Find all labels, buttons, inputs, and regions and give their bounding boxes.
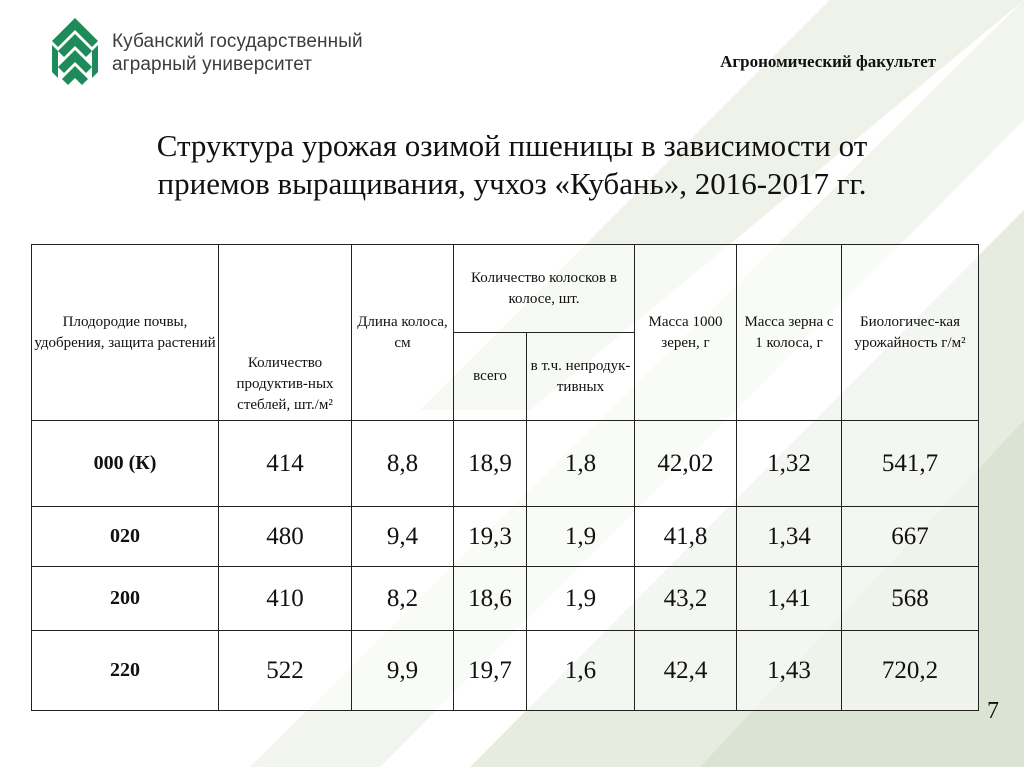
cell-yield: 568 xyxy=(842,567,979,631)
header-mass-1000: Масса 1000 зерен, г xyxy=(635,245,737,421)
university-logo-icon xyxy=(52,18,98,86)
cell-mass-1000: 42,4 xyxy=(635,631,737,711)
page-number: 7 xyxy=(987,698,999,724)
cell-spikelets-total: 19,7 xyxy=(454,631,527,711)
header-spikelets-unproductive: в т.ч. непродук-тивных xyxy=(527,333,635,421)
cell-length: 8,8 xyxy=(352,421,454,507)
table-row xyxy=(32,567,979,631)
cell-spikelets-unproductive: 1,9 xyxy=(527,567,635,631)
header-grain-mass: Масса зерна с 1 колоса, г xyxy=(737,245,842,421)
slide-title xyxy=(40,127,984,203)
cell-spikelets-unproductive: 1,8 xyxy=(527,421,635,507)
cell-length: 9,9 xyxy=(352,631,454,711)
university-name-line2: аграрный университет xyxy=(112,54,313,75)
cell-grain-mass: 1,34 xyxy=(737,507,842,567)
cell-stems: 480 xyxy=(219,507,352,567)
cell-yield: 667 xyxy=(842,507,979,567)
header-factors: Плодородие почвы, удобрения, защита растений xyxy=(32,245,219,421)
cell-stems: 522 xyxy=(219,631,352,711)
row-label: 200 xyxy=(32,567,219,631)
table-header-row xyxy=(32,245,979,333)
table-row xyxy=(32,421,979,507)
row-label: 000 (К) xyxy=(32,421,219,507)
cell-spikelets-unproductive: 1,6 xyxy=(527,631,635,711)
cell-spikelets-unproductive: 1,9 xyxy=(527,507,635,567)
cell-yield: 720,2 xyxy=(842,631,979,711)
header-length: Длина колоса, см xyxy=(352,245,454,421)
cell-length: 9,4 xyxy=(352,507,454,567)
cell-mass-1000: 41,8 xyxy=(635,507,737,567)
slide-title-line2: приемов выращивания, учхоз «Кубань», 2016-2017 гг. xyxy=(157,166,867,201)
yield-structure-table xyxy=(31,244,979,711)
header-stems: Количество продуктив-ных стеблей, шт./м² xyxy=(219,245,352,421)
cell-spikelets-total: 18,6 xyxy=(454,567,527,631)
faculty-name: Агрономический факультет xyxy=(720,52,936,71)
header-spikelets-total: всего xyxy=(454,333,527,421)
cell-grain-mass: 1,41 xyxy=(737,567,842,631)
cell-stems: 414 xyxy=(219,421,352,507)
cell-stems: 410 xyxy=(219,567,352,631)
cell-mass-1000: 42,02 xyxy=(635,421,737,507)
university-name xyxy=(112,30,363,76)
university-name-line1: Кубанский государственный xyxy=(112,31,363,52)
cell-grain-mass: 1,43 xyxy=(737,631,842,711)
cell-length: 8,2 xyxy=(352,567,454,631)
row-label: 020 xyxy=(32,507,219,567)
cell-mass-1000: 43,2 xyxy=(635,567,737,631)
header-spikelets-group: Количество колосков в колосе, шт. xyxy=(454,245,635,333)
slide-title-line1: Структура урожая озимой пшеницы в зависимости от xyxy=(156,128,868,163)
cell-grain-mass: 1,32 xyxy=(737,421,842,507)
table-row xyxy=(32,631,979,711)
cell-yield: 541,7 xyxy=(842,421,979,507)
cell-spikelets-total: 18,9 xyxy=(454,421,527,507)
row-label: 220 xyxy=(32,631,219,711)
header-yield: Биологичес-кая урожайность г/м² xyxy=(842,245,979,421)
table-row xyxy=(32,507,979,567)
cell-spikelets-total: 19,3 xyxy=(454,507,527,567)
